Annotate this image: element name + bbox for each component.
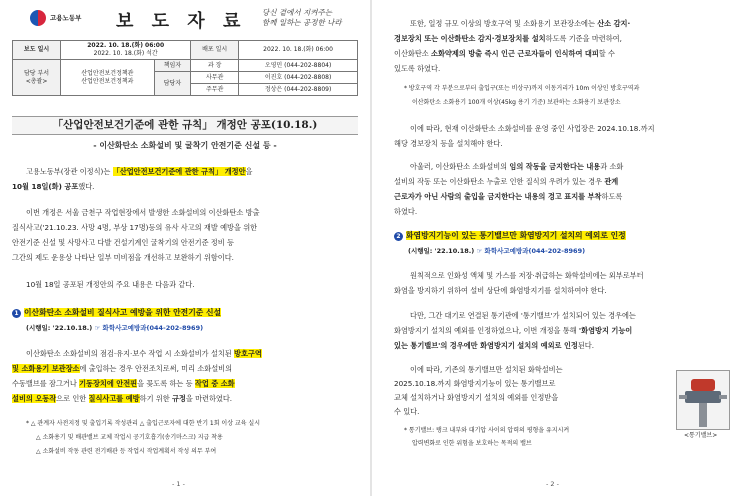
p2-para1-line-2: 경보장치 또는 이산화탄소 감지·경보장치를 설치하도록 기준을 마련하여, <box>394 34 622 43</box>
valve-side-port-left <box>679 395 687 399</box>
release-label: 보도 일시 <box>13 41 61 60</box>
intro-line-2: 10월 18일(화) 공포했다. <box>12 182 95 191</box>
resp-label: 책임자 <box>154 60 191 72</box>
para2-line-3: 안전기준 신설 및 사망사고 다발 건설기계인 굴착기의 안전기준 정비 등 <box>12 238 234 247</box>
p2-para5-line-1: 다만, 그간 대기로 연결된 통기관에 '통기밸브'가 설치되어 있는 경우에는 <box>410 311 636 320</box>
para2-line-4: 그간의 제도 운용상 나타난 일부 미비점을 개선하고 보완하기 위함이다. <box>12 253 234 262</box>
dist-date: 2022. 10. 18.(화) 06:00 <box>239 41 358 60</box>
slogan-line-2: 함께 일하는 공정한 나라 <box>262 18 342 27</box>
p2-para4-line-1: 원칙적으로 인화성 액체 및 가스를 저장·취급하는 화학설비에는 외부로부터 <box>410 271 644 280</box>
s1-body-line-4: 설비의 오동작으로 인한 질식사고를 예방하기 위한 규정을 마련하였다. <box>12 394 233 403</box>
s1-body-line-1: 이산화탄소 소화설비의 점검·유지·보수 작업 시 소화설비가 설치된 방호구역 <box>26 349 262 358</box>
staff2-role: 주무관 <box>191 84 239 96</box>
p2-para1-line-1: 또한, 일정 규모 이상의 방호구역 및 소화용기 보관장소에는 산소 감지· <box>410 19 631 28</box>
government-emblem-icon <box>30 10 46 26</box>
para3: 10월 18일 공포된 개정안의 주요 내용은 다음과 같다. <box>26 280 195 289</box>
p2-para6-line-2: 2025.10.18.까지 화염방지기능이 있는 통기밸브로 <box>394 379 556 388</box>
section-1-number: 1 <box>12 309 21 318</box>
p2-note1-line-2: 이산화탄소 소화용기 100개 이상(45kg 용기 기준) 보관하는 소화용기 보관장소 <box>412 99 621 106</box>
p2-para4-line-2: 화염을 방지하기 위하여 설비 상단에 화염방지기를 설치하여야 한다. <box>394 286 607 295</box>
document-page-1 <box>0 0 368 496</box>
s1-body-line-2: 및 소화용기 보관장소에 출입하는 경우 안전조치로써, 미리 소화설비의 <box>12 364 233 373</box>
staff2-name: 정상은 (044-202-8809) <box>239 84 358 96</box>
intro-line-1: 고용노동부(장관 이정식)는 「산업안전보건기준에 관한 규칙」 개정안을 <box>26 167 253 176</box>
release-info-table <box>12 40 358 96</box>
p2-note1-line-1: * 방호구역 각 부분으로부터 출입구(또는 비상구)까지 이동거리가 10m 이상인 방호구역과 <box>404 85 640 92</box>
slogan-line-1: 당신 곁에서 지켜주는 <box>262 8 332 17</box>
s1-body-line-3: 수동밸브를 잠그거나 기동장치에 안전핀을 꽂도록 하는 등 작업 중 소화 <box>12 379 235 388</box>
breather-valve-image <box>676 370 730 430</box>
dist-label: 배포 일시 <box>191 41 239 60</box>
dept-name: 산업안전보건정책관 산업안전보건정책과 <box>61 60 155 96</box>
press-release-title: 보 도 자 료 <box>116 11 247 32</box>
para2-line-1: 이번 개정은 서울 금천구 작업현장에서 발생한 소화설비의 이산화탄소 방출 <box>26 208 260 217</box>
p2-para2-line-1: 이에 따라, 현재 이산화탄소 소화설비를 운영 중인 사업장은 2024.10.18.까지 <box>410 124 655 133</box>
s1-note-2: △ 소화용기 및 배관밸브 교체 작업시 공기호흡기(송기마스크) 지급 착용 <box>36 434 223 441</box>
resp-role: 과 장 <box>191 60 239 72</box>
section-1-heading: 1 이산화탄소 소화설비 질식사고 예방을 위한 안전기준 신설 <box>12 307 221 318</box>
ministry-name: 고용노동부 <box>50 14 82 22</box>
p2-para3-line-2: 설비의 작동 또는 이산화탄소 누출로 인한 질식의 우려가 있는 경우 관계 <box>394 177 619 186</box>
valve-pipe <box>699 401 707 427</box>
section-2-heading: 2 화염방지기능이 있는 통기밸브만 화염방지기 설치의 예외로 인정 <box>394 230 626 241</box>
p2-para6-line-3: 교체 설치하거나 화염방지기 설치의 예외를 인정받을 <box>394 393 559 402</box>
p2-para5-line-2: 화염방지기 설치의 예외를 인정하였으나, 이번 개정을 통해 '화염방지 기능이 <box>394 326 633 335</box>
staff1-name: 이진호 (044-202-8808) <box>239 72 358 84</box>
page-number-2: - 2 - <box>546 480 559 488</box>
valve-side-port-right <box>719 395 727 399</box>
section-2-enforcement: (시행일: '22.10.18.) ☞ 화학사고예방과(044-202-8969) <box>408 247 586 255</box>
headline: 「산업안전보건기준에 관한 규칙」 개정안 공포(10.18.) <box>12 116 358 135</box>
section-2-number: 2 <box>394 232 403 241</box>
document-page-2 <box>374 0 742 496</box>
dept-label: 담당 부서 <총괄> <box>13 60 61 96</box>
subheadline: - 이산화탄소 소화설비 및 굴착기 안전기준 신설 등 - <box>93 141 277 150</box>
p2-para3-line-3: 근로자가 아닌 사람의 출입을 금지한다는 내용의 경고 표지를 부착하도록 <box>394 192 623 201</box>
s1-note-1: * △ 관계자 사전지정 및 출입기록 작성관리 △ 출입근로자에 대한 반기 1회 이상 교육 실시 <box>26 420 261 427</box>
s1-note-3: △ 소화설비 작동 관련 전기배관 등 작업시 작업계획서 작성 의무 부여 <box>36 448 217 455</box>
p2-para2-line-2: 해당 경보장치 등을 설치해야 한다. <box>394 139 503 148</box>
valve-body <box>685 391 721 403</box>
page-number-1: - 1 - <box>172 480 185 488</box>
p2-para6-line-1: 이에 따라, 기존의 통기밸브만 설치된 화학설비는 <box>410 365 563 374</box>
staff1-role: 사무관 <box>191 72 239 84</box>
para2-line-2: 질식사고('21.10.23. 사망 4명, 부상 17명)등의 유사 사고의 재발 예방을 위한 <box>12 223 258 232</box>
release-date: 2022. 10. 18.(화) 06:00 2022. 10. 18.(화) 석간 <box>61 41 191 60</box>
valve-cap <box>691 379 715 391</box>
p2-para1-line-3: 이산화탄소 소화약제의 방출 즉시 인근 근로자들이 인식하여 대피할 수 <box>394 49 615 58</box>
p2-note2-line-1: * 통기밸브: 탱크 내부와 대기압 사이의 압력의 평형을 유지시켜 <box>404 427 570 434</box>
p2-para6-line-4: 수 있다. <box>394 407 420 416</box>
p2-para3-line-4: 하였다. <box>394 207 418 216</box>
staff-label: 담당자 <box>154 72 191 96</box>
p2-para5-line-3: 있는 통기밸브'의 경우에만 화염방지기 설치의 예외로 인정된다. <box>394 341 595 350</box>
resp-name: 오영민 (044-202-8804) <box>239 60 358 72</box>
page-divider <box>370 0 372 496</box>
section-1-enforcement: (시행일: '22.10.18.) ☞ 화학사고예방과(044-202-8969) <box>26 324 204 332</box>
p2-note2-line-2: 압력변화로 인한 위험을 보호하는 목적의 밸브 <box>412 440 532 447</box>
p2-para3-line-1: 아울러, 이산화탄소 소화설비의 임의 작동을 금지한다는 내용과 소화 <box>410 162 624 171</box>
figure-caption: <통기밸브> <box>684 432 718 439</box>
p2-para1-line-4: 있도록 하였다. <box>394 64 441 73</box>
